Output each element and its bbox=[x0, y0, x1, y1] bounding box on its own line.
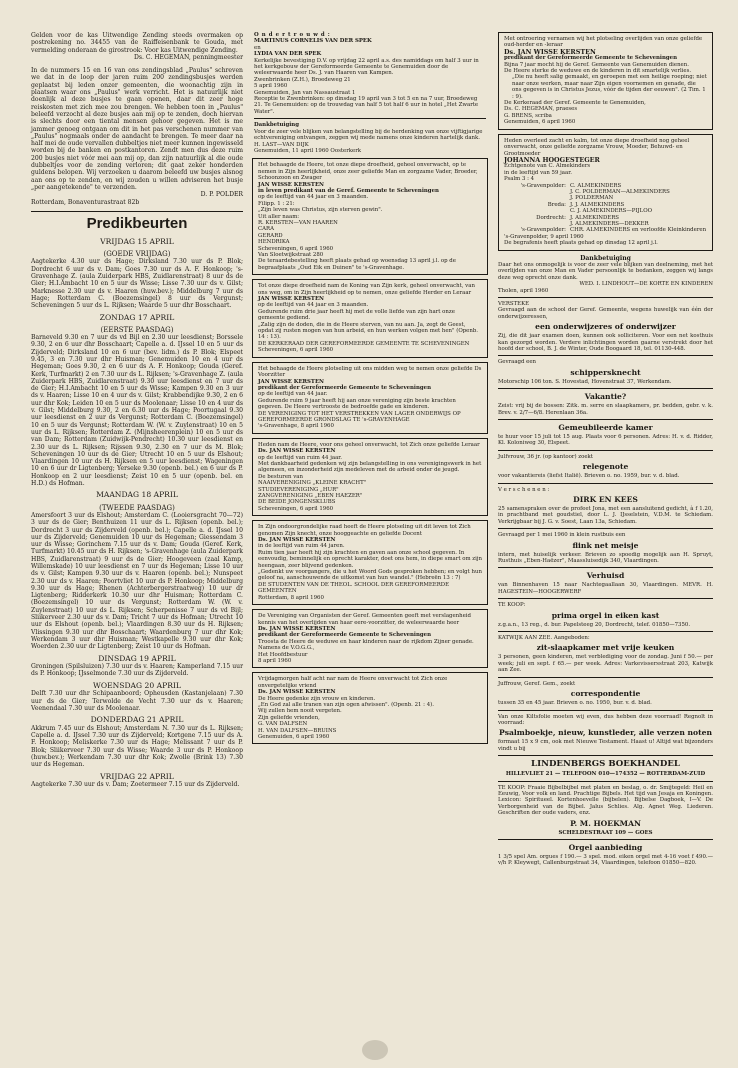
intro-signature: Ds. C. HEGEMAN, penningmeester bbox=[134, 53, 243, 61]
obituary-text: op de leeftijd van 44 jaar en 3 maanden. bbox=[258, 194, 369, 201]
obituary-text: Het behaagde de Heere plotseling uit ons midden weg te nemen onze geliefde Ds Voorzitter bbox=[258, 365, 482, 379]
obituary-text: Met ontroering vernamen wij het plotseling overlijden van onze geliefde oud-herder en -leraar bbox=[504, 36, 703, 49]
ad-intro: V e r s c h e n e n : bbox=[498, 486, 550, 493]
obituary-sign: R. KERSTEN—VAN HAAREN bbox=[258, 219, 338, 226]
family-member: J. ALMEKINDERS bbox=[570, 214, 619, 221]
obituary-sign: Namens de V.O.G.G., bbox=[258, 645, 315, 652]
obituary-sign: ZANGVERENIGING „EBEN HAEZER" bbox=[258, 493, 363, 499]
classified-ad bbox=[498, 454, 713, 484]
ad-body: Zij, die dit jaar examen doen, kunnen ook solliciteren. Voor een net kosthuis kan gezorgd worden. Verdere inlichtingen worden gaarne verstrekt door het hoofd der school, B. J. de Winter, Oude Boogaard 18, tel. 01130-448. bbox=[498, 333, 713, 352]
obituary-text: Bijna 7 jaar mocht hij de Geref. Gemeente van Genemuiden dienen. bbox=[504, 61, 689, 68]
obituary-text: Heden nam de Heere, voor ons geheel onverwacht, tot Zich onze geliefde Leraar bbox=[258, 441, 480, 448]
day-heading: DINSDAG 19 APRIL bbox=[98, 653, 176, 663]
obituary-text: „Gedenkt uw voorgangers, die u het Woord Gods gesproken hebben; en volgt hun geloof na, aanschouwende de uitkomst van hun wandel." (Hebreën 13 : 7) bbox=[258, 569, 482, 582]
ad-intro: VERSTEKE bbox=[498, 300, 530, 307]
obituary-text: Gedurende ruim 9 jaar heeft hij aan onze vereniging zijn beste krachten gegeven. De Heere vertrooste de bedroefde gade en kinderen. bbox=[258, 397, 456, 411]
ads-divider bbox=[498, 388, 713, 389]
day-text: Aagtekerke 4.30 uur ds Hage; Dirksland 7.30 uur ds P. Blok; Dordrecht 6 uur ds v. Dam; Goes 7.30 uur ds A. F. Honkoop; 's-Gravenhage Z. (aula Zuiderpark HBS, Zuidlarenstraat) 8 uur ds de Gier; H.I.Ambacht 10 en 5 uur ds Wisse; Lisse 7.30 uur ds v. Gilst; Marknesse 2.30 uur ds v. Haaren (huw.bev.); Middelburg 7 uur ds Hage; Rotterdam C. (Boezemsingel) 8 uur ds Vergunst; Scheveningen 5 uur ds L. Rijksen; Waarde 5 uur dhr Bosschaart. bbox=[31, 258, 243, 310]
day-block bbox=[31, 773, 243, 789]
obituary-sign: DE STUDENTEN VAN DE THEOL. SCHOOL DER GEREFORMEERDE GEMEENTEN bbox=[258, 581, 450, 595]
day-subheading: (GOEDE VRIJDAG) bbox=[103, 250, 171, 259]
family-place: 's-Gravenpolder: bbox=[520, 227, 566, 234]
obituary-text: In Zijn ondoorgrondelijke raad heeft de Heere plotseling uit dit leven tot Zich genomen Zijn knecht, onze hooggeachte en geliefde Docent bbox=[258, 524, 471, 537]
obituary-text: Vrijdagmorgen half acht nar nam de Heere onverwacht tot Zich onze onvergetelijke vriend bbox=[258, 676, 448, 689]
obituary-text: Heden overleed zacht en kalm, tot onze diepe droefheid nog geheel onverwacht, onze geliefde zorgzame Vrouw, Moeder, Behuwd- en Grootmoeder bbox=[504, 137, 690, 157]
ad-body: z.g.a.n., 13 reg., d. bur. Papelsteeg 20, Dordrecht, telef. 01850—7350. bbox=[498, 621, 691, 628]
ad-intro: Van onze Kiltsfolie moeten wij even, dus hebben deze voorraad! Regnolt in voorraad: bbox=[498, 713, 713, 726]
day-text: Barneveld 9.30 en 7 uur ds vd Bijl en 2.30 uur leesdienst; Borssele 9.30, 2 en 6 uur dhr Bosschaart; Capelle a. d. IJssel 10 en 5 uur ds Zijderveld; Dirksland 10 en 6 uur (bev. lidm.) ds P. Blok; Elspeet 9.45, 3 en 7.30 uur dhr Huisman; Genemuiden 10 en 4 uur ds Hegeman; Goes 9.30, 2 en 6 uur ds A. F. Honkoop; Gouda (Geref. Kerk, Turfmarkt) 2 en 7.30 uur ds L. Rijksen; 's-Gravenhage Z. (aula Zuiderpark HBS, Zuidlarenstraat) 9.30 uur leesdienst en 7 uur ds de Gier; H.I.Ambacht 10 en 5 uur ds Wisse; Kampen 9.30 en 3 uur ds v. Haaren; Lisse 10 en 4 uur ds v. Gilst; Krabbendijke 9.30, 2 en 6 uur dhr Kok; Leiden 10 en 5 uur ds Moolenaar; Lisse 10 en 4 uur ds v. Gilst; Middelburg 9.30, 2 en 6.30 uur ds Hage; Poortugaal 9.30 uur leesdienst en 2 uur ds Vergunst; Rotterdam C. (Boezemsingel) 10 en 5 uur ds Vergunst; Rotterdam W. (W. v. Zuylenstraat) 10 en 5 uur ds L. Rijksen; Rotterdam Z. (Mijnsheerenplein) 10 en 5 uur ds van Dam; Rotterdam (Zuidwijk-Pendrecht) 10.30 uur leesdienst en 2.30 uur ds L. Rijksen; Rijssen 9.30, 2.30 en 7 uur ds M. Blok; Scheveningen 10 uur ds de Gier; Utrecht 10 en 5 uur ds Elshout; Vlaardingen 10 uur ds H. Rijksen en 5 uur leesdienst; Wageningen 10 en 6 uur dr Ligtenberg; Yerseke 9.30 (openb. bel.) en 6 uur ds P. Honkoop en 2 uur leesdienst; Zeist 10 en 5 uur (openb. bel. en H.D.) ds Hofman. bbox=[31, 334, 243, 488]
family-place: Breda: bbox=[547, 201, 566, 208]
obituary-footer: 's-Gravenhage, 8 april 1960 bbox=[258, 423, 334, 430]
ad-heading: schippersknecht bbox=[570, 367, 641, 377]
obituary-text: Filipp. 1 : 21: bbox=[258, 200, 295, 207]
obituary-text: op de leeftijd van 44 jaar en 3 maanden. bbox=[258, 302, 369, 309]
day-heading: DONDERDAG 21 APRIL bbox=[90, 715, 184, 725]
obituary-text: op de leeftijd van ruim 44 jaar. bbox=[258, 454, 343, 461]
ad-body: 25 samenspraken over de profeet Jona, met een aansluitend gedicht, à f 1.20, in prachtband met goudstiel, door L. J. IJsselstein, V.D.M. te Schiedam. Verkrijgbaar bij J. G. v. Soest, Laan 13a, Schiedam. bbox=[498, 506, 713, 525]
obituary-sign: STUDIEVERENIGING „HUR" bbox=[258, 486, 339, 493]
shop-name: LINDENBERGS BOEKHANDEL bbox=[531, 759, 680, 770]
page-smudge bbox=[362, 1040, 388, 1060]
obituary-role: predikant der Gereformeerde Gemeente te Scheveningen bbox=[504, 55, 678, 62]
classified-ad bbox=[498, 392, 713, 420]
obituary-box bbox=[252, 279, 488, 357]
obituary-sign: NAAIVERENIGING „KLEINE KRACHT" bbox=[258, 480, 367, 487]
day-text: Amersfoort 3 uur ds Elshout; Amsterdam C. (Looiersgracht 70—72) 3 uur ds de Gier; Benthuizen 11 uur ds L. Rijksen (openb. bel.); Dordrecht 3 uur ds Zijderveld (openb. bel.); Capelle a. d. IJssel 10 uur ds Zijderveld; Genemuiden 10 uur ds Hegeman; Giessendam 3 uur ds Wisse; Gorinchem 7.15 uur ds v. Dam; Gouda (Geref. Kerk, Turfmarkt) 10.45 uur ds H. Rijksen; 's-Gravenhage (aula Zuiderpark HBS, Zuidlarenstraat) 9 uur ds de Gier; Hoogeveen (zaal Kamp, Willemskade) 10 uur leesdienst en 7 uur ds Hegeman; Lisse 10 uur ds v. Gilst; Kampen 9.30 uur ds v. Haaren (openb. bel.); Nunspeet 2.30 uur ds v. Haaren; Poortvliet 10 uur ds P. Honkoop; Middelburg 9.30 uur ds Hage; Rhenen (Achterbergerstraatweg) 10 uur dr Ligtenberg; Ridderkerk 10.30 uur dhr Huisman; Rotterdam C. (Boezemsingel) 10 uur ds Vergunst; Rotterdam W. (W. v. Zuylenstraat) 10 uur ds L. Rijksen; Scherpenisse 7 uur ds vd Bijl; Sliikerveer 2.30 uur ds v. Dam; Tricht 7 uur ds Hofman; Utrecht 10 uur ds Elshout (openb. bel.); Vlaardingen 8.30 uur ds H. Rijksen; Vlissingen 9.30 uur dhr Bosschaart; Waardenburg 7 uur dhr Kok; Werkendam 3 uur dhr Huisman; Westkapelle 9.30 uur dhr Kok; Woerden 2.30 uur dr Ligtenberg; Zeist 10 uur ds Hofman. bbox=[31, 511, 243, 651]
classified-ad bbox=[498, 487, 713, 530]
ad-body: formaat 15 x 9 cm, ook met Nieuwe Testament. Haast u! Altijd wat bijzonders vindt u bij bbox=[498, 739, 713, 752]
obituary-name: JAN WISSE KERSTEN bbox=[258, 181, 324, 188]
day-subheading: (TWEEDE PAASDAG) bbox=[99, 503, 175, 512]
ad-heading: Vakantie? bbox=[584, 392, 627, 402]
ad-heading: correspondentie bbox=[570, 689, 641, 699]
ad-body: te huur voor 15 juli tot 15 aug. Plaats voor 6 personen. Adres: H. v. d. Ridder, Kl. Koloniweg 30, Elspeet. bbox=[498, 433, 713, 447]
letter-paragraph: In de nummers 15 en 16 van ons zendingsblad „Paulus" schreven we dat in de loop der jaren ruim 200 zendingsbusjes werden geplaatst bij leden onzer gemeenten, die woonachtig zijn in plaatsen waar ons „Paulus" werk verricht. Het is natuurlijk niet doenlijk al deze busjes te gaan openen, daar dit zeer hoge reiskosten met zich mee zou brengen. We hebben toen in „Paulus" beleefd verzocht al deze busjes aan mij op te zenden, doch hiervan is slechts door een tiental mensen gehoor gegeven. Het is me jammer genoeg ontgaan om dit in het pas verschenen nummer van „Paulus" nogmaals onder de aandacht te brengen. Te meer daar na half mei de oude vervallen dubbeltjes niet meer kunnen ingewisseld worden bij de banken en postkantoren. Zendt men dus deze ruim 200 busjes niet vóór mei aan mij op, dan zijn natuurlijk al die oude dubbeltjes voor de zending verloren; dit gaat zeker honderden guldens belopen. Wij verzoeken u daarom beleefd uw busjes alsnog aan ons op te zenden, en wij zouden u willen adviseren het busje „per aangetekende" te verzenden. bbox=[31, 67, 243, 191]
ads-divider bbox=[498, 839, 713, 840]
ads-divider bbox=[498, 528, 713, 529]
family-member: J. ALMEKINDERS—DEKKER bbox=[570, 220, 649, 227]
ad-body: Motorschip 106 ton. S. Hovestad, Hovenstraat 37, Werkendam. bbox=[498, 378, 672, 385]
family-row bbox=[504, 227, 707, 233]
marriage-reception: Receptie te Zwenbrinken: op dinsdag 19 april van 3 tot 5 en na 7 uur, Broedeweg 21. Te Genemuiden: op de trouwdag van half 5 tot half 6 uur in hotel „Het Zwarte Water". bbox=[254, 96, 479, 115]
obituary-text: Wij zullen hem nooit vergeten. bbox=[258, 708, 342, 715]
ad-intro: KATWIJK AAN ZEE. Aangeboden: bbox=[498, 635, 590, 642]
family-place: 's-Gravenpolder: bbox=[520, 182, 566, 189]
obituary-sign: Uit aller naam: bbox=[258, 213, 300, 220]
shop-address: HILLEVLIET 21 — TELEFOON 010—174352 — ROTTERDAM-ZUID bbox=[505, 771, 706, 778]
obituary-footer: De teraardebestelling heeft plaats gehad op woensdag 13 april j.l. op de begraafplaats „Oud Eik en Duinen" te 's-Gravenhage. bbox=[258, 258, 456, 271]
obituary-name: Ds. JAN WISSE KERSTEN bbox=[504, 47, 596, 56]
ads-divider bbox=[498, 297, 713, 298]
classified-ad bbox=[498, 635, 713, 678]
marriage-date: 5 april 1960 bbox=[254, 83, 288, 90]
classified-ad bbox=[498, 571, 713, 599]
obituary-text: Ruim tien jaar heeft hij zijn krachten en gaven aan onze school gegeven. In eenvoudig, beminnelijk en oprecht karakter, doet ons hem, in diepe smart om zijn heengaan, zeer blijvend gedenken. bbox=[258, 549, 483, 569]
ads-divider bbox=[498, 355, 713, 356]
obituary-sign: Het Hoofdbestuur bbox=[258, 651, 308, 658]
day-text: Aagtekerke 7.30 uur ds v. Dam; Zoetermeer 7.15 uur ds Zijderveld. bbox=[31, 781, 240, 789]
thanks-text: Voor de zeer vele blijken van belangstelling bij de herdenking van onze vijftigjarige echtvereniging ontvangen, zeggen wij mede namens onze kinderen hartelijk dank. bbox=[254, 128, 483, 142]
obituary-sign: DE VERENIGING TOT HET VERSTREKKEN VAN LAGER ONDERWIJS OP GEREFORMEERDE GRONDSLAG TE 's-GRAVENHAGE bbox=[258, 410, 461, 423]
day-heading: WOENSDAG 20 APRIL bbox=[93, 680, 181, 690]
ad-body: 3 personen, geen kinderen, met verblediging voor de zondag. Juni f 50.— per week; juli en sept. f 65.— per week. Adres: Varkevissersstraat 203, Katwijk aan Zee. bbox=[498, 654, 713, 674]
classified-ad bbox=[498, 681, 713, 711]
obituary-name: Ds. JAN WISSE KERSTEN bbox=[258, 537, 336, 544]
obituary-footer: Rotterdam, 8 april 1960 bbox=[258, 594, 324, 601]
obituary-text: „En God zal alle tranen van zijn ogen afwissen". (Openb. 21 : 4). bbox=[258, 701, 434, 708]
obituary-box bbox=[252, 520, 488, 605]
obituary-name: JOHANNA HOOGESTEGER bbox=[504, 155, 600, 164]
day-text: Delft 7.30 uur dhr Schipaanboord; Opheusden (Kastanjelaan) 7.30 uur ds de Gier; Terwolde de Vecht 7.30 uur ds v. Haaren; Veenendaal 7.30 uur ds Moolenaar. bbox=[31, 690, 243, 712]
family-member: J. C. POLDERMAN—ALMEKINDERS bbox=[570, 188, 670, 195]
ads-divider bbox=[498, 710, 713, 711]
ads-divider bbox=[498, 419, 713, 420]
section-divider bbox=[31, 211, 243, 212]
family-member: C. J. ALMEKINDERS—PIJLOO bbox=[570, 208, 653, 215]
obituary-role: predikant der Gereformeerde Gemeente te Scheveningen bbox=[258, 632, 432, 639]
obituary-text: Tot onze diepe droefheid nam de Koning van Zijn kerk, geheel onverwacht, van ons weg, om in Zijn heerlijkheid op te nemen, onze geliefde Herder en Leraar bbox=[258, 283, 475, 296]
classified-ads bbox=[498, 301, 713, 756]
ad-heading: zit-slaapkamer met vrije keuken bbox=[536, 643, 675, 653]
day-block bbox=[31, 238, 243, 310]
obituary-name: JAN WISSE KERSTEN bbox=[258, 296, 324, 303]
marriage-text: Kerkelijke bevestiging D.V. op vrijdag 22 april a.s. des namiddags om half 3 uur in het kerkgebouw der Gereformeerde Gemeente te Genemuiden door de weleerwaarde heer Ds. J. van Haaren van Kampen. bbox=[254, 57, 479, 77]
ad-intro: Gevraagd een bbox=[498, 359, 537, 366]
obituary-text: Het behaagde de Heere, tot onze diepe droefheid, geheel onverwacht, op te nemen in Zijn heerlijkheid, onze zeer geliefde Man en zorgzame Vader, Broeder, Schoonzoon en Zwager bbox=[258, 162, 478, 182]
ads-divider bbox=[498, 755, 713, 756]
marriage-address-2: Genemuiden, Jan van Nassaustraat 1 bbox=[254, 89, 356, 96]
obituary-list bbox=[252, 158, 488, 744]
obituary-sign: Ds. C. HEGEMAN, praeses bbox=[504, 106, 578, 113]
obituary-footer: Scheveningen, 6 april 1960 bbox=[258, 245, 334, 252]
organ-heading: Orgel aanbieding bbox=[568, 842, 643, 852]
obituary-text: Gedurende ruim drie jaar heeft hij met de volle liefde van zijn hart onze gemeente gediend. bbox=[258, 308, 455, 322]
obituary-date: 's-Gravenpolder, 9 april 1960 bbox=[504, 233, 584, 240]
obituary-date: Genemuiden, 6 april 1960 bbox=[504, 119, 576, 126]
obituary-name: JAN WISSE KERSTEN bbox=[258, 378, 324, 385]
obituary-genemuiden bbox=[498, 32, 713, 130]
ad-intro: Julfvrouw, 36 jr. (op kantoor) zoekt bbox=[498, 453, 593, 460]
obituary-text: op de leeftijd van 44 jaar. bbox=[258, 391, 328, 398]
family-member: J. J. ALMEKINDERS bbox=[570, 201, 625, 208]
column-right bbox=[498, 32, 713, 867]
thanks-signature: H. LAST—VAN DIJK bbox=[254, 141, 309, 148]
obituary-footer: Scheveningen, 6 april 1960 bbox=[258, 347, 334, 354]
ads-divider bbox=[498, 598, 713, 599]
column-middle bbox=[252, 32, 488, 748]
marriage-notice bbox=[252, 32, 488, 154]
obituary-role: Echtgenote van C. Almekinders bbox=[504, 163, 591, 170]
obituary-text: De Heere gedenke zijn vrouw en kinderen. bbox=[258, 695, 376, 702]
letter-address: Rotterdam, Bonaventurastraat 82b bbox=[31, 198, 140, 206]
obituary-sign: G. BRENS, scriba bbox=[504, 112, 552, 119]
obituary-sign: G. VAN DALFSEN bbox=[258, 721, 308, 728]
obituary-text: „Zijn leven was Christus, zijn sterven gewin". bbox=[258, 207, 383, 214]
obituary-box bbox=[252, 609, 488, 668]
obituary-psalm: Psalm 3 : 4 bbox=[504, 176, 535, 183]
family-list bbox=[504, 183, 707, 234]
obituary-footer: Scheveningen, 6 april 1960 bbox=[258, 505, 334, 512]
thanks-signature: WED. I. LINDHOUT—DE KORTE EN KINDEREN bbox=[579, 281, 713, 288]
obituary-text: De Vereniging van Organisten der Geref. Gemeenten geeft met verslagenheid kennis van het overlijden van haar eere-voorzitter, de weleerwaarde heer bbox=[258, 613, 471, 626]
classified-ad bbox=[498, 359, 713, 389]
ads-divider bbox=[498, 677, 713, 678]
marriage-address-1: Zwenbrinken (Z.H.), Broedeweg 21 bbox=[254, 76, 351, 83]
obituary-funeral: De begrafenis heeft plaats gehad op dinsdag 12 april j.l. bbox=[504, 240, 658, 247]
ad-intro: TE KOOP: bbox=[498, 602, 526, 609]
shop-signature-address: SCHELDESTRAAT 109 — GOES bbox=[558, 829, 653, 836]
obituary-name: Ds. JAN WISSE KERSTEN bbox=[258, 448, 336, 455]
day-subheading: (EERSTE PAASDAG) bbox=[100, 326, 174, 335]
obituary-box bbox=[252, 158, 488, 275]
day-block bbox=[31, 491, 243, 650]
obituary-sign: De besturen van bbox=[258, 473, 303, 480]
obituary-quote: „Die nu heeft salig gemaakt, en geroepen met een heilige roeping; niet naar onze werken, maar naar Zijn eigen voornemen en genade, die ons gegeven is in Christus Jezus, vóór de tijden der eeuwen". (2 Tim. 1 : 9). bbox=[512, 74, 707, 100]
ads-divider bbox=[498, 567, 713, 568]
day-block bbox=[31, 682, 243, 712]
day-heading: ZONDAG 17 APRIL bbox=[99, 312, 175, 322]
classified-ad bbox=[498, 602, 713, 632]
obituary-footer: Genemuiden, 6 april 1960 bbox=[258, 734, 330, 740]
section-title: Predikbeurten bbox=[86, 214, 188, 232]
marriage-and: en bbox=[254, 44, 261, 51]
classified-ad bbox=[498, 423, 713, 451]
ads-divider bbox=[498, 450, 713, 451]
ad-heading: prima orgel in eiken kast bbox=[551, 610, 660, 620]
ads-divider bbox=[498, 483, 713, 484]
family-member: CHR. ALMEKINDERS en verloofde Kleinkinderen bbox=[570, 227, 707, 234]
family-member: C. ALMEKINDERS bbox=[570, 182, 622, 189]
obituary-text: in de leeftijd van ruim 44 jaren. bbox=[258, 543, 345, 550]
thanks-title: Dankbetuiging bbox=[580, 254, 631, 262]
ads-divider bbox=[498, 631, 713, 632]
obituary-box bbox=[252, 672, 488, 744]
ad-heading: relegenote bbox=[582, 462, 629, 472]
ad-heading: een onderwijzeres of onderwijzer bbox=[535, 322, 676, 332]
obituary-sign: H. VAN DALFSEN—BRUINS bbox=[258, 727, 337, 734]
intro-paragraph: Gelden voor de kas Uitwendige Zending steeds overmaken op postrekening no. 34455 van de Raiffeisenbank te Gouda, met vermelding onderaan de girostrook: Voor kas Uitwendige Zending. bbox=[31, 32, 243, 54]
day-block bbox=[31, 314, 243, 488]
obituary-sign: GERARD bbox=[258, 232, 283, 239]
obituary-name: Ds. JAN WISSE KERSTEN bbox=[258, 625, 336, 632]
ads-divider bbox=[498, 781, 713, 782]
ad-intro: Juffrouw, Geref. Gem., zoekt bbox=[498, 680, 576, 687]
thanks-place: Genemuiden, 11 april 1960 Oosterkerk bbox=[254, 147, 362, 154]
family-place: Dordrecht: bbox=[536, 214, 566, 221]
obituary-hoogesteger bbox=[498, 134, 713, 251]
obituary-sign: DE BEIDE JONGENSKLUBS bbox=[258, 499, 336, 506]
ad-text: Gevraagd aan de school der Geref. Gemeente, wegens huwelijk van één der onderwijzeressen, bbox=[498, 307, 713, 320]
obituary-sign: DE KERKERAAD DER GEREFORMEERDE GEMEENTE TE SCHEVENINGEN bbox=[258, 340, 470, 347]
obituary-text: Met dankbaarheid gedenken wij zijn belangstelling in ons verenigingswerk in het algemeen, en inzonderheid zijn medeleven met de arbeid onder de jeugd. bbox=[258, 460, 482, 474]
marriage-bride: LYDIA VAN DER SPEK bbox=[254, 51, 322, 58]
notice-divider bbox=[254, 118, 486, 119]
marriage-groom: MARTINUS CORNELIS VAN DER SPEK bbox=[254, 38, 372, 45]
marriage-label: O n d e r t r o u w d : bbox=[254, 32, 331, 38]
obituary-age: in de leeftijd van 59 jaar. bbox=[504, 169, 572, 176]
day-text: Groningen (Spilsluizen) 7.30 uur ds v. Haaren; Kamperland 7.15 uur ds P. Honkoop; IJsselmonde 7.30 uur ds Zijderveld. bbox=[31, 663, 243, 678]
obituary-text: De Heere sterke de weduwe en de kinderen in dit smartelijk verlies. bbox=[504, 68, 692, 75]
classified-ad bbox=[498, 301, 713, 356]
day-heading: MAANDAG 18 APRIL bbox=[96, 490, 178, 500]
ad-heading: DIRK EN KEES bbox=[573, 495, 638, 505]
obituary-footer: 8 april 1960 bbox=[258, 657, 292, 664]
family-member: J. POLDERMAN bbox=[570, 195, 614, 202]
thanks-text: Daar het ons onmogelijk is voor de zeer vele blijken van deelneming, met het overlijden van onze Man en Vader persoonlijk te bedanken, zeggen wij langs deze weg oprecht onze dank. bbox=[498, 261, 713, 281]
column-left bbox=[31, 32, 243, 789]
obituary-sign: HENDRIKA bbox=[258, 239, 290, 246]
day-heading: VRIJDAG 22 APRIL bbox=[100, 771, 174, 781]
ad-body: voor vakantiereis (liefst Italië). Brieven o. no. 1959, bur. v. d. blad. bbox=[498, 473, 680, 480]
ad-body: Zeist: vrij bij de bossen: Zitk. m. serre en slaapkamers, pr. bedden, gebr. v. k. Brev. v. 2/7—6/8. Herenlaan 36a. bbox=[498, 403, 713, 416]
thanks-title: Dankbetuiging bbox=[254, 122, 299, 129]
thanks-place: Tholen, april 1960 bbox=[498, 287, 549, 294]
obituary-sign: CARA bbox=[258, 226, 274, 233]
obituary-role: predikant der Gereformeerde Gemeente te Scheveningen bbox=[258, 384, 432, 391]
obituary-box bbox=[252, 362, 488, 434]
ad-heading: Gemeubileerde kamer bbox=[558, 422, 653, 432]
shop-text: TE KOOP: Fraaie Bijbelbijbel met platen en beslag, o. dr. Smijtegeld: Heil en Eeuwig, Voor volk en land. Prachtige Bijbels. Het tijd van Jesaja en Koningen. Lexicon: Spiritueel. Kortenhoevelle (bijbelen). Bijbelse Dagboek, I—V. De Verborgenheid van de Bijbel. Jalus Schlies. Alg. Agnet Weg. Liederen. Geschriften der oude vaders, enz. bbox=[498, 784, 713, 817]
day-text: Akkrum 7.45 uur ds Elshout; Amsterdam N. 7.30 uur ds L. Rijksen; Capelle a. d. IJssel 7.30 uur ds Zijderveld; Kortgene 7.15 uur ds A. F. Honkoop; Meliskerke 7.30 uur ds Hage; Melissant 7 uur ds P. Blok; Sliikerveer 7.30 uur ds Wisse; Waarde 3 uur ds P. Honkoop (huw.bev.); Werkendam 7.30 uur dhr Kok; Zwolle (Brink 13) 7.30 uur ds Hegeman. bbox=[31, 724, 243, 769]
obituary-text: „Zalig zijn de doden, die in de Heere sterven, van nu aan. Ja, zegt de Geest, opdat zij rusten mogen van hun arbeid, en hun werken volgen met hen" (Openb. 14 : 13). bbox=[258, 321, 479, 341]
shop-signature: P. M. HOEKMAN bbox=[570, 818, 641, 828]
obituary-sign: Zijn geliefde vrienden, bbox=[258, 714, 320, 721]
ad-intro: Gevraagd per 1 mei 1960 in klein rustbuis een bbox=[498, 532, 626, 539]
ad-body: tussen 35 en 45 jaar. Brieven o. no. 1950, bur. v. d. blad. bbox=[498, 700, 652, 707]
obituary-footer: Van Sloetwijkstraat 280 bbox=[258, 252, 324, 258]
ad-heading: Verhuisd bbox=[586, 571, 625, 581]
obituary-name: Ds. JAN WISSE KERSTEN bbox=[258, 689, 336, 696]
ad-heading: Psalmboekje, nieuw, kunstleder, alle verzen noten bbox=[499, 728, 712, 738]
ad-body: intern, met huiselijk verkeer. Brieven zo spoedig mogelijk aan H. Spruyt, Rusthuis „Eben-Haëzer", Maassluisedijk 340, Vlaardingen. bbox=[498, 551, 713, 565]
classified-ad bbox=[498, 532, 713, 568]
ad-body: van Binnenhaven 15 naar Nachtegaallaan 30, Vlaardingen. MEVR. H. HAGESTEIN—HOOGERWERF bbox=[498, 582, 713, 595]
obituary-text: Troosta de Heere de weduwe en haar kinderen naar de rijkdom Zijner genade. bbox=[258, 638, 474, 645]
day-block bbox=[31, 655, 243, 678]
classified-ad bbox=[498, 714, 713, 757]
organ-text: 1 3/5 spel Am. orgues f 190.— 3 spel. mod. eiken orgel met 4-16 voet f 490.— v/h P. Kleywegt, Callenburgstraat 34, Vlaardingen, telefoon 01850—820. bbox=[498, 853, 713, 867]
obituary-sign: De Kerkeraad der Geref. Gemeente te Genemuiden, bbox=[504, 100, 646, 107]
day-block bbox=[31, 716, 243, 768]
ad-heading: flink net meisje bbox=[572, 540, 639, 550]
obituary-role: in leven predikant van de Geref. Gemeente te Scheveningen bbox=[258, 187, 439, 194]
obituary-box bbox=[252, 438, 488, 516]
day-heading: VRIJDAG 15 APRIL bbox=[100, 236, 174, 246]
letter-signature: D. P. POLDER bbox=[200, 191, 243, 199]
